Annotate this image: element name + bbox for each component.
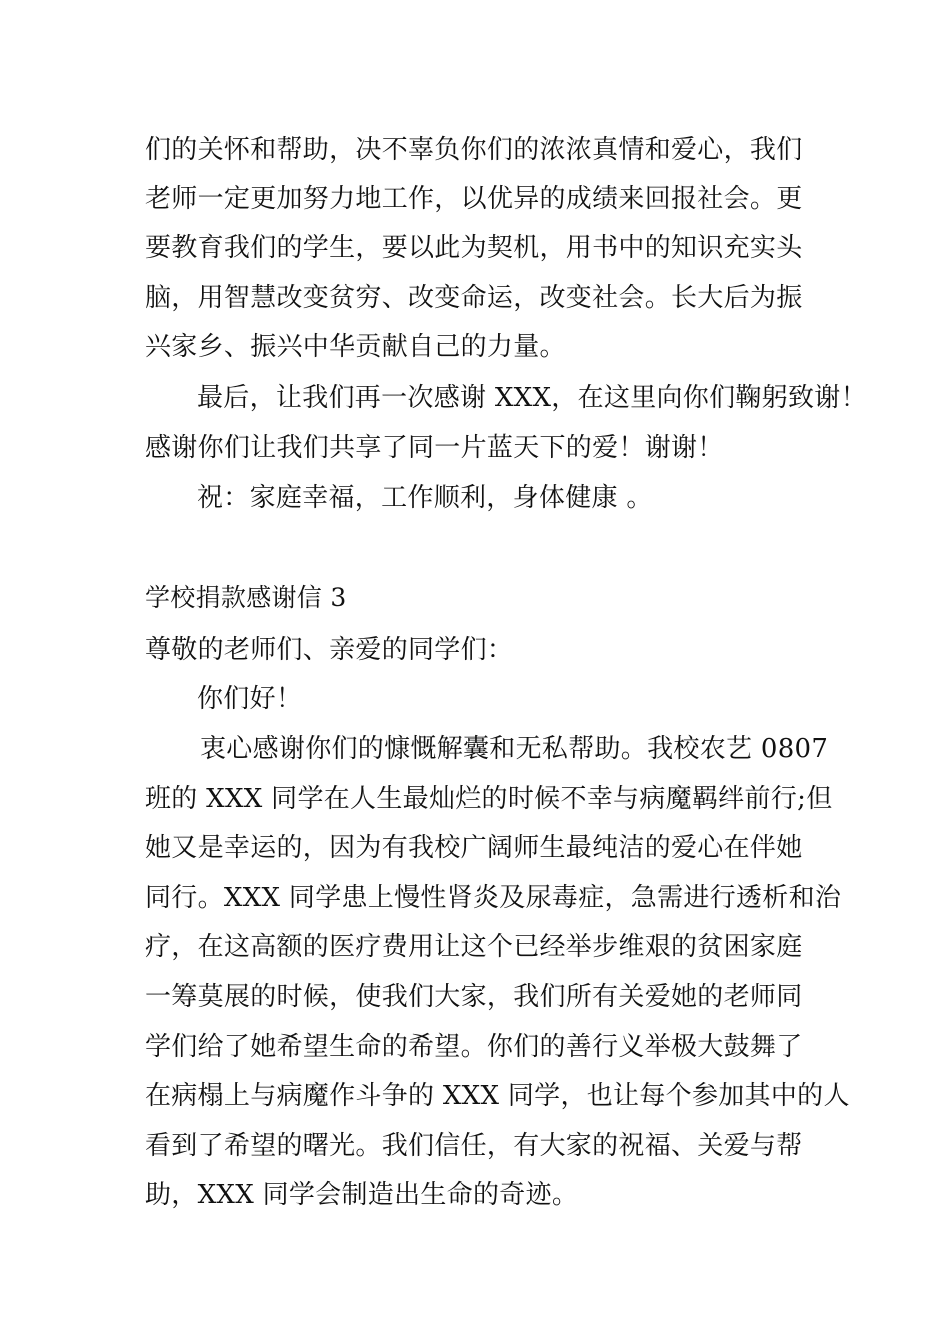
closing-paragraph-line: 最后，让我们再一次感谢 XXX，在这里向你们鞠躬致谢！: [197, 383, 867, 413]
body-line: 在病榻上与病魔作斗争的 XXX 同学，也让每个参加其中的人: [145, 1081, 850, 1111]
body-line: 同行。XXX 同学患上慢性肾炎及尿毒症，急需进行透析和治: [145, 883, 842, 913]
paragraph-line: 脑，用智慧改变贫穷、改变命运，改变社会。长大后为振: [145, 283, 803, 313]
closing-paragraph-line: 感谢你们让我们共享了同一片蓝天下的爱！谢谢！: [145, 433, 724, 463]
body-line: 看到了希望的曙光。我们信任，有大家的祝福、关爱与帮: [145, 1131, 803, 1161]
body-line: 疗，在这高额的医疗费用让这个已经举步维艰的贫困家庭: [145, 932, 803, 962]
greeting: 你们好！: [197, 684, 303, 714]
body-line: 她又是幸运的，因为有我校广阔师生最纯洁的爱心在伴她: [145, 833, 803, 863]
body-line: 衷心感谢你们的慷慨解囊和无私帮助。我校农艺 0807: [200, 734, 829, 764]
paragraph-line: 老师一定更加努力地工作，以优异的成绩来回报社会。更: [145, 184, 803, 214]
paragraph-line: 兴家乡、振兴中华贡献自己的力量。: [145, 332, 566, 362]
letter-title: 学校捐款感谢信 3: [145, 583, 347, 612]
body-line: 学们给了她希望生命的希望。你们的善行义举极大鼓舞了: [145, 1032, 803, 1062]
wish-line: 祝：家庭幸福，工作顺利，身体健康 。: [197, 483, 653, 513]
paragraph-line: 要教育我们的学生，要以此为契机，用书中的知识充实头: [145, 233, 803, 263]
body-line: 一筹莫展的时候，使我们大家，我们所有关爱她的老师同: [145, 982, 803, 1012]
paragraph-line: 们的关怀和帮助，决不辜负你们的浓浓真情和爱心，我们: [145, 135, 803, 165]
body-line: 助，XXX 同学会制造出生命的奇迹。: [145, 1180, 579, 1210]
salutation: 尊敬的老师们、亲爱的同学们：: [145, 635, 514, 665]
body-line: 班的 XXX 同学在人生最灿烂的时候不幸与病魔羁绊前行;但: [145, 784, 833, 814]
